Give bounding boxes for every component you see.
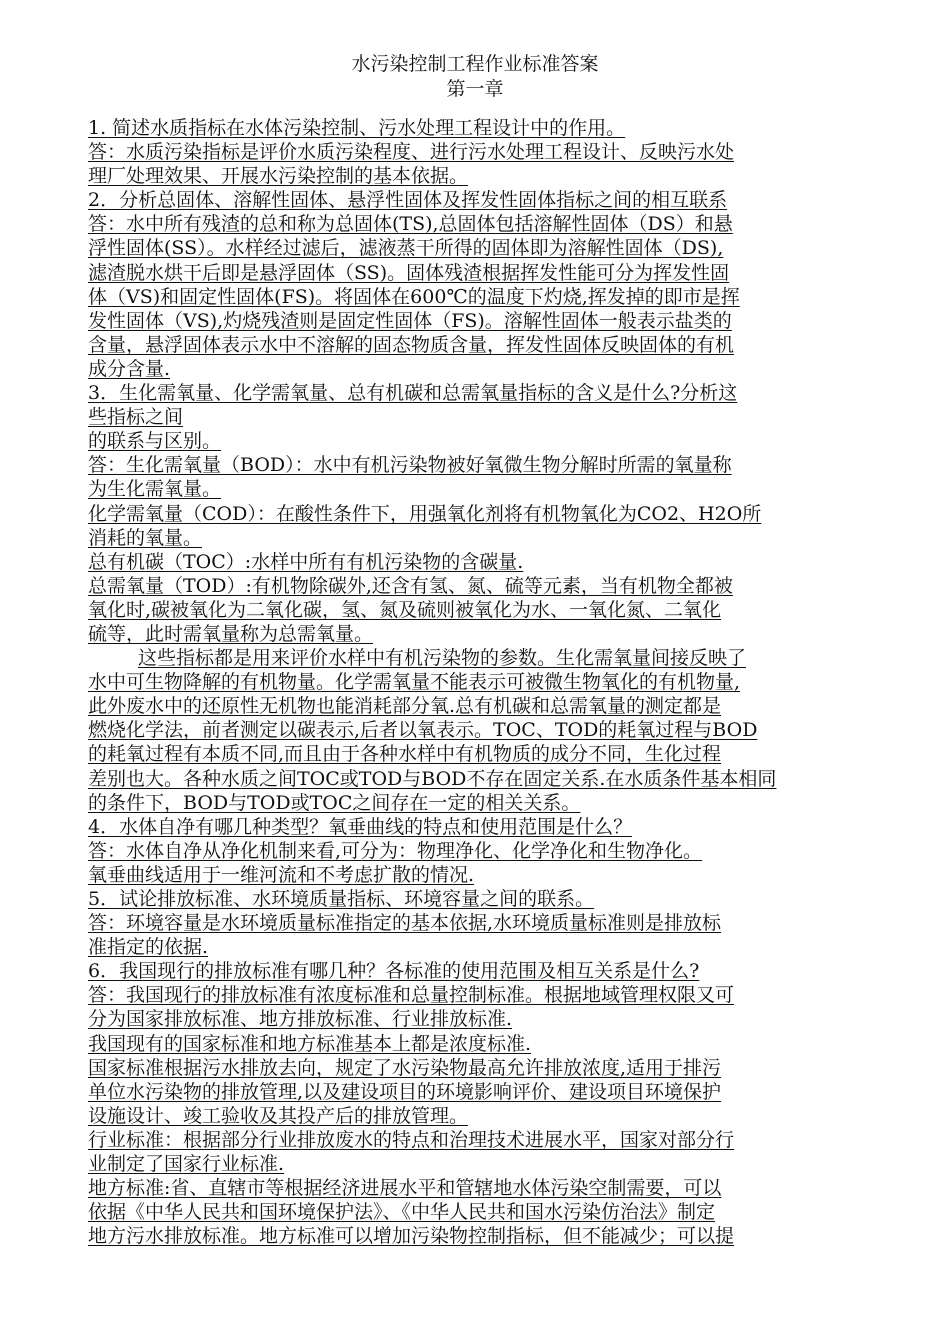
text-line [88, 236, 918, 260]
document-title: 水污染控制工程作业标准答案 [351, 53, 599, 75]
text-line-content: 地方污水排放标准。地方标准可以增加污染物控制指标，但不能减少；可以提 [88, 1225, 735, 1248]
text-line [88, 911, 918, 935]
text-line [88, 140, 918, 164]
text-line [88, 1200, 918, 1224]
text-line-content: 3．生化需氧量、化学需氧量、总有机碳和总需氧量指标的含义是什么?分析这 [88, 382, 738, 405]
text-line [88, 429, 918, 453]
text-line-content: 6．我国现行的排放标准有哪几种？各标准的使用范围及相互关系是什么? [88, 960, 700, 983]
text-line [88, 1176, 918, 1200]
text-line [88, 357, 918, 381]
text-line [88, 477, 918, 501]
text-line-content: 氧垂曲线适用于一维河流和不考虑扩散的情况. [88, 863, 475, 886]
text-line [88, 116, 918, 140]
text-line-content: 的条件下，BOD与TOD或TOC之间存在一定的相关关系。 [88, 791, 581, 814]
text-line [88, 839, 918, 863]
text-line-content: 浮性固体(SS）。水样经过滤后，滤液蒸干所得的固体即为溶解性固体（DS), [88, 237, 724, 260]
text-line [88, 983, 918, 1007]
text-line-content: 答：水体自净从净化机制来看,可分为：物理净化、化学净化和生物净化。 [88, 839, 703, 862]
text-line-content: 我国现有的国家标准和地方标准基本上都是浓度标准. [88, 1032, 532, 1055]
text-line [88, 959, 918, 983]
chapter-heading: 第一章 [446, 78, 504, 100]
text-line [88, 333, 918, 357]
text-line-content: 此外废水中的还原性无机物也能消耗部分氧.总有机碳和总需氧量的测定都是 [88, 695, 722, 718]
text-line-content: 的联系与区别。 [88, 430, 222, 453]
text-line [88, 212, 918, 236]
document-body [88, 116, 918, 1248]
text-line-content: 4．水体自净有哪几种类型？氧垂曲线的特点和使用范围是什么？ [88, 815, 633, 838]
text-line-content: 硫等，此时需氧量称为总需氧量。 [88, 622, 374, 645]
text-line-content: 总需氧量（TOD）:有机物除碳外,还含有氢、氮、硫等元素，当有机物全都被 [88, 574, 733, 597]
text-line-content: 水中可生物降解的有机物量。化学需氧量不能表示可被微生物氧化的有机物量, [88, 671, 741, 694]
text-line-content: 地方标准:省、直辖市等根据经济进展水平和管辖地水体污染空制需要，可以 [88, 1177, 722, 1200]
text-line [88, 1104, 918, 1128]
text-line [88, 453, 918, 477]
text-line-content: 些指标之间 [88, 406, 184, 429]
text-line [88, 1032, 918, 1056]
text-line [88, 622, 918, 646]
text-line [88, 309, 918, 333]
text-line [88, 1056, 918, 1080]
text-line [88, 285, 918, 309]
text-line-content: 行业标准：根据部分行业排放废水的特点和治理技术进展水平，国家对部分行 [88, 1128, 735, 1151]
text-line-content: 消耗的氧量。 [88, 526, 203, 549]
text-line [88, 742, 918, 766]
text-line [88, 1224, 918, 1248]
text-line-content: 答：水质污染指标是评价水质污染程度、进行污水处理工程设计、反映污水处 [88, 141, 735, 164]
text-line-content: 燃烧化学法，前者测定以碳表示,后者以氧表示。TOC、TOD的耗氧过程与BOD [88, 719, 758, 742]
text-line [88, 188, 918, 212]
text-line [88, 1080, 918, 1104]
text-line [88, 1152, 918, 1176]
text-line-content: 答：我国现行的排放标准有浓度标准和总量控制标准。根据地域管理权限又可 [88, 984, 735, 1007]
text-line-content: 设施设计、竣工验收及其投产后的排放管理。 [88, 1104, 469, 1127]
text-line [88, 791, 918, 815]
text-line [88, 1007, 918, 1031]
text-line [88, 526, 918, 550]
text-line-content: 单位水污染物的排放管理,以及建设项目的环境影响评价、建设项目环境保护 [88, 1080, 722, 1103]
text-line [88, 550, 918, 574]
text-line-content: 滤渣脱水烘干后即是悬浮固体（SS)。固体残渣根据挥发性能可分为挥发性固 [88, 261, 730, 284]
text-line-content: 业制定了国家行业标准. [88, 1153, 285, 1176]
text-line-content: 国家标准根据污水排放去向，规定了水污染物最高允许排放浓度,适用于排污 [88, 1056, 722, 1079]
text-line [88, 670, 918, 694]
text-line-content: 为生化需氧量。 [88, 478, 222, 501]
text-line [88, 935, 918, 959]
text-line-content: 总有机碳（TOC）:水样中所有有机污染物的含碳量. [88, 550, 524, 573]
text-line [88, 887, 918, 911]
text-line [88, 1128, 918, 1152]
text-line [88, 502, 918, 526]
text-line-content: 准指定的依据. [88, 936, 209, 959]
text-line [88, 261, 918, 285]
text-line [88, 574, 918, 598]
text-line-content: 发性固体（VS),灼烧残渣则是固定性固体（FS)。溶解性固体一般表示盐类的 [88, 309, 732, 332]
text-line-content: 成分含量. [88, 357, 171, 380]
text-line [88, 815, 918, 839]
text-line-content: 依据《中华人民共和国环境保护法》、《中华人民共和国水污染仿治法》制定 [88, 1201, 716, 1224]
text-line-content: 答：生化需氧量（BOD）：水中有机污染物被好氧微生物分解时所需的氧量称 [88, 454, 732, 477]
text-line-content: 这些指标都是用来评价水样中有机污染物的参数。生化需氧量间接反映了 [138, 647, 747, 670]
text-line-content: 答：环境容量是水环境质量标准指定的基本依据,水环境质量标准则是排放标 [88, 912, 722, 935]
text-line [88, 405, 918, 429]
text-line-content: 化学需氧量（COD）：在酸性条件下，用强氧化剂将有机物氧化为CO2、H2O所 [88, 502, 762, 525]
text-line-content: 含量，悬浮固体表示水中不溶解的固态物质含量，挥发性固体反映固体的有机 [88, 333, 735, 356]
text-line-content: 理厂处理效果、开展水污染控制的基本依据。 [88, 165, 469, 188]
text-line [88, 646, 918, 670]
text-line-content: 的耗氧过程有本质不同,而且由于各种水样中有机物质的成分不同，生化过程 [88, 743, 722, 766]
text-line [88, 863, 918, 887]
text-line-content: 答：水中所有残渣的总和称为总固体(TS),总固体包括溶解性固体（DS）和悬 [88, 213, 733, 236]
text-line-content: 体（VS)和固定性固体(FS)。将固体在600℃的温度下灼烧,挥发掉的即市是挥 [88, 285, 740, 308]
text-line [88, 164, 918, 188]
text-line-content: 2．分析总固体、溶解性固体、悬浮性固体及挥发性固体指标之间的相互联系 [88, 189, 728, 212]
text-line-content: 1. 简述水质指标在水体污染控制、污水处理工程设计中的作用。 [88, 117, 626, 139]
text-line-content: 分为国家排放标准、地方排放标准、行业排放标准. [88, 1008, 513, 1031]
text-line-content: 氧化时,碳被氧化为二氧化碳，氢、氮及硫则被氧化为水、一氧化氮、二氧化 [88, 598, 722, 621]
text-line-content: 5．试论排放标准、水环境质量指标、环境容量之间的联系。 [88, 888, 595, 910]
text-line [88, 598, 918, 622]
text-line-content: 差别也大。各种水质之间TOC或TOD与BOD不存在固定关系.在水质条件基本相同 [88, 767, 777, 790]
text-line [88, 694, 918, 718]
text-line [88, 767, 918, 791]
text-line [88, 718, 918, 742]
text-line [88, 381, 918, 405]
